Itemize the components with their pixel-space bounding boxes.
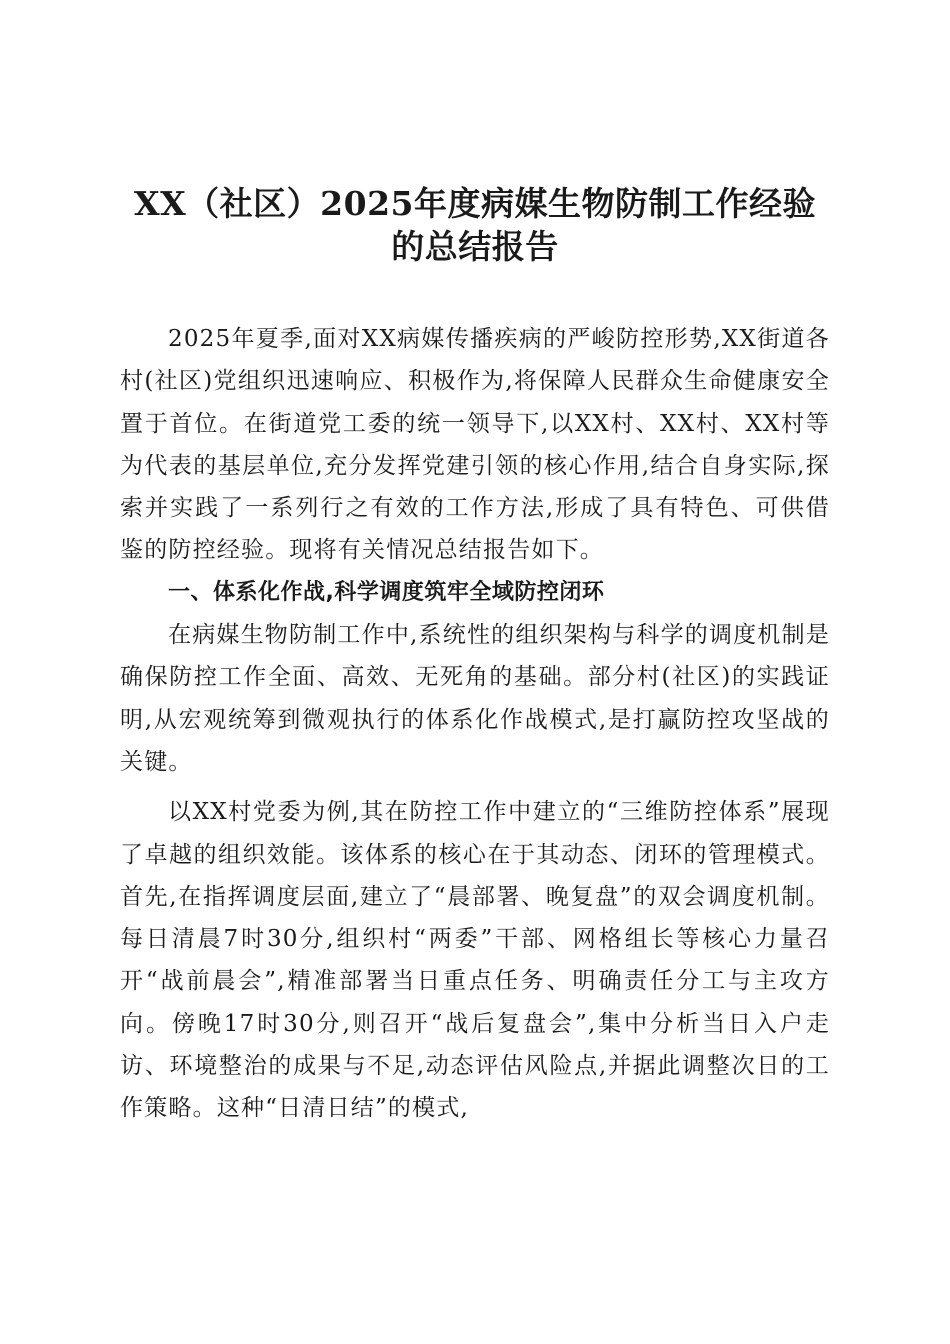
document-body <box>120 318 830 1130</box>
section-1-paragraph-2: 以XX村党委为例,其在防控工作中建立的“三维防控体系”展现了卓越的组织效能。该体系的核心在于其动态、闭环的管理模式。首先,在指挥调度层面,建立了“晨部署、晚复盘”的双会调度机制。每日清晨7时30分,组织村“两委”干部、网格组长等核心力量召开“战前晨会”,精准部署当日重点任务、明确责任分工与主攻方向。傍晚17时30分,则召开“战后复盘会”,集中分析当日入户走访、环境整治的成果与不足,动态评估风险点,并据此调整次日的工作策略。这种“日清日结”的模式, <box>120 799 830 1122</box>
section-heading-1: 一、体系化作战,科学调度筑牢全域防控闭环 <box>168 579 605 605</box>
document-title: XX（社区）2025年度病媒生物防制工作经验的总结报告 <box>133 184 817 266</box>
section-1-paragraph-1: 在病媒生物防制工作中,系统性的组织架构与科学的调度机制是确保防控工作全面、高效、无死角的基础。部分村(社区)的实践证明,从宏观统筹到微观执行的体系化作战模式,是打赢防控攻坚战的关键。 <box>120 622 830 775</box>
intro-paragraph: 2025年夏季,面对XX病媒传播疾病的严峻防控形势,XX街道各村(社区)党组织迅速响应、积极作为,将保障人民群众生命健康安全置于首位。在街道党工委的统一领导下,以XX村、XX村、XX村等为代表的基层单位,充分发挥党建引领的核心作用,结合自身实际,探索并实践了一系列行之有效的工作方法,形成了具有特色、可供借鉴的防控经验。现将有关情况总结报告如下。 <box>120 326 830 564</box>
